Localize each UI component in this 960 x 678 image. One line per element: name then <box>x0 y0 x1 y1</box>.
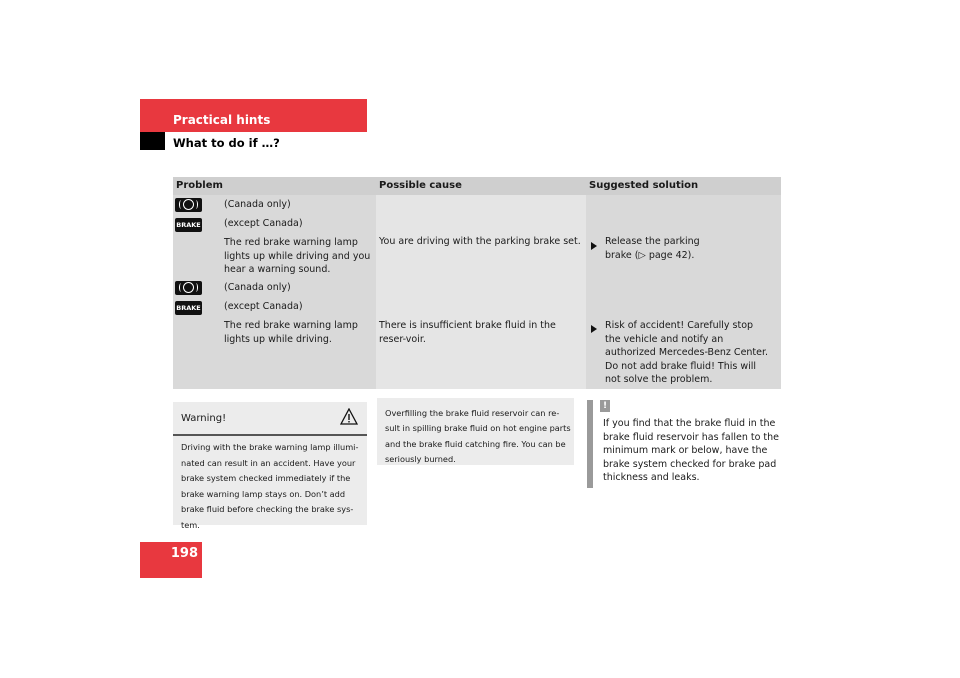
cause-text: There is insufficient brake fluid in the reser-voir. <box>379 320 556 345</box>
brake-warning-circle-icon <box>175 198 202 212</box>
solution-text: Release the parking brake (▷ page 42). <box>605 236 700 261</box>
cause-cell <box>376 279 586 389</box>
fire-hazard-note <box>377 398 574 465</box>
side-note-text: If you find that the brake fluid in the brake fluid reservoir has fallen to the minimum mark or below, have the brake system checked for brake pad thickness and leaks. <box>603 418 780 483</box>
cause-cell <box>376 195 586 279</box>
canada-only-label: (Canada only) <box>224 199 291 210</box>
table-row <box>173 195 376 279</box>
note-side-bar <box>587 400 593 488</box>
section-title: Practical hints <box>173 113 271 127</box>
brake-warning-circle-icon <box>175 281 202 295</box>
solution-cell <box>586 279 781 389</box>
problem-text: The red brake warning lamp lights up while driving and you hear a warning sound. <box>224 237 371 275</box>
canada-only-label: (Canada only) <box>224 282 291 293</box>
solution-text: Risk of accident! Carefully stop the vehicle and notify an authorized Mercedes-Benz Center. Do not add brake fluid! This will not solve the problem. <box>605 320 769 385</box>
except-canada-label: (except Canada) <box>224 218 303 229</box>
table-row <box>173 279 376 389</box>
bullet-arrow-icon <box>591 242 597 250</box>
cause-text: You are driving with the parking brake set. <box>379 236 581 247</box>
column-header-solution: Suggested solution <box>589 180 699 191</box>
problem-text: The red brake warning lamp lights up while driving. <box>224 320 358 345</box>
column-header-problem: Problem <box>176 180 223 191</box>
column-header-cause: Possible cause <box>379 180 462 191</box>
brake-warning-lamp-icon: BRAKE <box>175 218 202 232</box>
subsection-title: What to do if …? <box>173 136 280 150</box>
table-header <box>173 177 781 195</box>
solution-cell <box>586 195 781 279</box>
warning-divider <box>173 434 367 436</box>
warning-text: Driving with the brake warning lamp illumi-nated can result in an accident. Have your brake system checked immediately if the brake warning lamp stays on. Don’t add brake fluid before checking the brake sys-tem. <box>181 442 359 530</box>
fire-hazard-text: Overfilling the brake fluid reservoir can re-sult in spilling brake fluid on hot engine parts and the brake fluid catching fire. You can be seriously burned. <box>385 408 571 465</box>
exclamation-icon: ! <box>600 400 610 412</box>
brake-warning-lamp-icon: BRAKE <box>175 301 202 315</box>
warning-title: Warning! <box>181 413 227 424</box>
warning-box <box>173 402 367 530</box>
bullet-arrow-icon <box>591 325 597 333</box>
subsection-marker <box>140 132 165 150</box>
page-number: 198 <box>170 546 198 561</box>
warning-triangle-icon <box>340 408 358 425</box>
except-canada-label: (except Canada) <box>224 301 303 312</box>
